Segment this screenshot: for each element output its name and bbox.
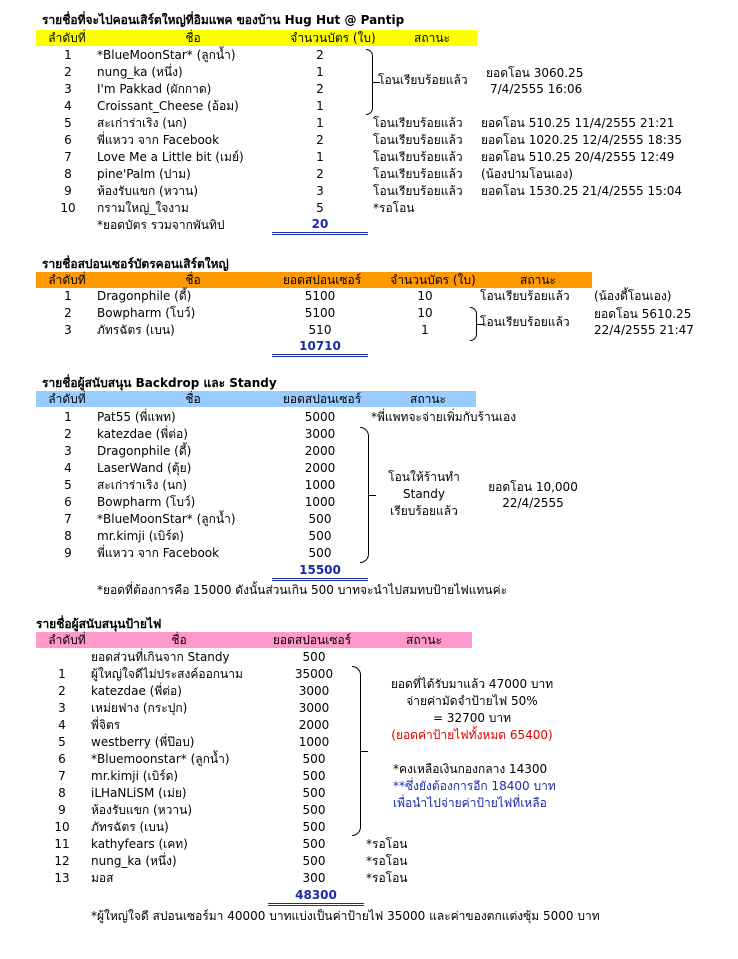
- section1-row-qty: 5: [316, 201, 324, 215]
- section2-header-status: สถานะ: [520, 273, 556, 287]
- section3-row-no: 3: [64, 444, 72, 458]
- section1-row-name: สะเก่าร่าเริง (นก): [97, 116, 188, 130]
- section1-row-name: กรามใหญ่_ใจงาม: [97, 201, 189, 215]
- section3-header-name: ชื่อ: [185, 392, 201, 406]
- section4-row-no: 3: [58, 701, 66, 715]
- section4-row-no: 1: [58, 667, 66, 681]
- section1-header-bar: [36, 30, 477, 46]
- section4-row-name: mr.kimji (เบิร์ด): [91, 769, 179, 783]
- section1-row-status: *รอโอน: [373, 201, 415, 215]
- section4-row-amount: 3000: [298, 684, 330, 698]
- section1-row-note: ยอดโอน 510.25 20/4/2555 12:49: [481, 150, 675, 164]
- section2-row-amount: 510: [308, 323, 332, 337]
- section3-header-no: ลำดับที่: [48, 392, 86, 406]
- section4-title: รายชื่อผู้สนับสนุนป้ายไฟ: [36, 617, 162, 631]
- section3-row-amount: 1000: [304, 495, 336, 509]
- section1-row-note: ยอดโอน 1530.25 21/4/2555 15:04: [481, 184, 683, 198]
- section1-row-qty: 2: [316, 82, 324, 96]
- section1-row-name: พี่แหวว จาก Facebook: [97, 133, 220, 147]
- section1-row-qty: 3: [316, 184, 324, 198]
- section4-row-name: ผู้ใหญ่ใจดีไม่ประสงค์ออกนาม: [91, 667, 243, 681]
- section3-footnote: *ยอดที่ต้องการคือ 15000 ดังนั้นส่วนเกิน 500 บาทจะนำไปสมทบป้ายไฟแทนค่ะ: [97, 583, 508, 597]
- section4-row-status: *รอโอน: [366, 854, 408, 868]
- section4-row-no: 10: [54, 820, 70, 834]
- section1-title: รายชื่อที่จะไปคอนเสิร์ตใหญ่ที่อิมแพค ของบ้าน Hug Hut @ Pantip: [42, 13, 405, 27]
- section3-group-status-3: เรียบร้อยแล้ว: [390, 504, 458, 518]
- section1-header-status: สถานะ: [414, 31, 450, 45]
- section4-row-no: 13: [54, 871, 70, 885]
- section1-header-qty: จำนวนบัตร (ใบ): [290, 31, 376, 45]
- section4-row-status: *รอโอน: [366, 837, 408, 851]
- section2-row-qty: 10: [417, 306, 433, 320]
- section4-row-name: westberry (พี่ป๊อบ): [91, 735, 195, 749]
- section4-row-no: 4: [58, 718, 66, 732]
- section3-row-no: 9: [64, 546, 72, 560]
- section1-row-no: 7: [64, 150, 72, 164]
- section3-row-name: Pat55 (พี่แพท): [97, 410, 176, 424]
- section3-row-name: mr.kimji (เบิร์ด): [97, 529, 185, 543]
- section4-header-amount: ยอดสปอนเซอร์: [272, 633, 352, 647]
- section4-summary-5: *คงเหลือเงินกองกลาง 14300: [393, 762, 548, 776]
- section1-total: 20: [272, 217, 368, 235]
- section3-row-name: สะเก่าร่าเริง (นก): [97, 478, 188, 492]
- section3-row-amount: 2000: [304, 444, 336, 458]
- section4-row-name: *Bluemoonstar* (ลูกน้ำ): [91, 752, 230, 766]
- section3-row-amount: 500: [308, 546, 332, 560]
- section3-row-no: 7: [64, 512, 72, 526]
- section3-row-amount: 3000: [304, 427, 336, 441]
- section3-row-name: *BlueMoonStar* (ลูกน้ำ): [97, 512, 236, 526]
- section2-row-amount: 5100: [304, 289, 336, 303]
- section4-row-amount: 500: [302, 786, 326, 800]
- section1-row-note: ยอดโอน 1020.25 12/4/2555 18:35: [481, 133, 683, 147]
- section3-row-name: พี่แหวว จาก Facebook: [97, 546, 220, 560]
- section1-row-note: (น้องปามโอนเอง): [481, 167, 573, 181]
- section4-row-amount: 3000: [298, 701, 330, 715]
- section3-group-brace: [360, 427, 369, 563]
- section3-row-no: 4: [64, 461, 72, 475]
- section3-row-name: Dragonphile (ดี้): [97, 444, 192, 458]
- section1-row-qty: 2: [316, 48, 324, 62]
- section2-row-no: 3: [64, 323, 72, 337]
- section2-row-amount: 5100: [304, 306, 336, 320]
- section1-row-no: 9: [64, 184, 72, 198]
- section3-row-no: 2: [64, 427, 72, 441]
- section3-header-bar: [36, 391, 476, 407]
- section2-header-name: ชื่อ: [185, 273, 201, 287]
- section4-row-name: มอส: [91, 871, 114, 885]
- section4-summary-1: ยอดที่ได้รับมาแล้ว 47000 บาท: [390, 677, 554, 691]
- section4-row-amount: 500: [302, 837, 326, 851]
- section1-row-no: 8: [64, 167, 72, 181]
- section4-row-no: 11: [54, 837, 70, 851]
- section1-row-no: 6: [64, 133, 72, 147]
- section3-group-status-2: Standy: [403, 487, 445, 501]
- section1-group-status: โอนเรียบร้อยแล้ว: [378, 73, 468, 87]
- section1-row-qty: 1: [316, 150, 324, 164]
- section2-row-qty: 1: [421, 323, 429, 337]
- section3-row-amount: 500: [308, 512, 332, 526]
- section4-row-name: เหม่ยฟาง (กระปุก): [91, 701, 188, 715]
- section2-row-name: ภัทรฉัตร (เบน): [97, 323, 175, 337]
- section3-group-status-1: โอนให้ร้านทำ: [388, 470, 460, 484]
- section3-header-status: สถานะ: [410, 392, 446, 406]
- section4-header-no: ลำดับที่: [48, 633, 86, 647]
- section3-row-no: 1: [64, 410, 72, 424]
- section4-header-bar: [36, 632, 472, 648]
- section1-row-status: โอนเรียบร้อยแล้ว: [373, 116, 463, 130]
- section2-row-name: Bowpharm (โบว์): [97, 306, 196, 320]
- section3-group-note-2: 22/4/2555: [502, 496, 564, 510]
- section1-row-no: 4: [64, 99, 72, 113]
- section1-row-note: ยอดโอน 510.25 11/4/2555 21:21: [481, 116, 675, 130]
- section3-row-no: 8: [64, 529, 72, 543]
- section4-row-no: 9: [58, 803, 66, 817]
- section1-row-name: *BlueMoonStar* (ลูกน้ำ): [97, 48, 236, 62]
- section1-group-note-1: ยอดโอน 3060.25: [486, 66, 584, 80]
- section4-row-amount: 2000: [298, 718, 330, 732]
- section4-footnote: *ผู้ใหญ่ใจดี สปอนเซอร์มา 40000 บาทแบ่งเป็นค่าป้ายไฟ 35000 และค่าของตกแต่งซุ้ม 5000 บาท: [91, 909, 600, 923]
- section4-row-no: 5: [58, 735, 66, 749]
- section1-row-qty: 1: [316, 65, 324, 79]
- section1-row-name: Croissant_Cheese (อ้อม): [97, 99, 239, 113]
- section1-row-qty: 2: [316, 167, 324, 181]
- section3-total: 15500: [272, 563, 368, 581]
- section1-row-no: 1: [64, 48, 72, 62]
- section2-header-qty: จำนวนบัตร (ใบ): [390, 273, 476, 287]
- section4-row-name: kathyfears (เคท): [91, 837, 188, 851]
- section1-row-status: โอนเรียบร้อยแล้ว: [373, 150, 463, 164]
- section1-header-no: ลำดับที่: [48, 31, 86, 45]
- section1-total-label: *ยอดบัตร รวมจากพันทิป: [97, 218, 225, 232]
- section3-row-name: LaserWand (ตุ้ย): [97, 461, 192, 475]
- section4-row-amount: 500: [302, 854, 326, 868]
- section1-header-name: ชื่อ: [185, 31, 201, 45]
- section4-row-no: 6: [58, 752, 66, 766]
- section1-row-qty: 1: [316, 116, 324, 130]
- section4-row-amount: 1000: [298, 735, 330, 749]
- section2-group-status: โอนเรียบร้อยแล้ว: [480, 315, 570, 329]
- section3-row-name: katezdae (พี่ต่อ): [97, 427, 188, 441]
- section2-group-brace: [470, 307, 477, 341]
- section1-row-status: โอนเรียบร้อยแล้ว: [373, 167, 463, 181]
- section1-row-no: 2: [64, 65, 72, 79]
- section2-title: รายชื่อสปอนเซอร์บัตรคอนเสิร์ตใหญ่: [42, 257, 229, 271]
- section4-total: 48300: [268, 888, 364, 906]
- section4-summary-3: = 32700 บาท: [432, 711, 512, 725]
- section2-row-status: โอนเรียบร้อยแล้ว: [480, 289, 570, 303]
- section4-row-amount: 300: [302, 871, 326, 885]
- section4-row-status: *รอโอน: [366, 871, 408, 885]
- section4-row-no: 12: [54, 854, 70, 868]
- section2-header-bar: [36, 272, 592, 288]
- section4-summary-2: จ่ายค่ามัดจำป้ายไฟ 50%: [406, 694, 538, 708]
- section1-row-no: 5: [64, 116, 72, 130]
- section3-row-amount: 5000: [304, 410, 336, 424]
- section1-row-status: โอนเรียบร้อยแล้ว: [373, 133, 463, 147]
- section4-row-name: ยอดส่วนที่เกินจาก Standy: [91, 650, 230, 664]
- section1-group-brace: [366, 49, 373, 115]
- section4-row-amount: 35000: [294, 667, 334, 681]
- section2-row-name: Dragonphile (ดี้): [97, 289, 192, 303]
- section3-row-amount: 2000: [304, 461, 336, 475]
- section1-row-name: I'm Pakkad (ผักกาด): [97, 82, 212, 96]
- section4-group-brace: [352, 666, 361, 836]
- section4-row-name: ห้องรับแขก (หวาน): [91, 803, 193, 817]
- section3-row1-status: *พี่แพทจะจ่ายเพิ่มกับร้านเอง: [371, 410, 517, 424]
- section2-group-note-2: 22/4/2555 21:47: [594, 323, 694, 337]
- section1-row-no: 10: [60, 201, 76, 215]
- section3-row-no: 5: [64, 478, 72, 492]
- section4-row-name: ภัทรฉัตร (เบน): [91, 820, 169, 834]
- section4-row-amount: 500: [302, 803, 326, 817]
- section1-row-qty: 1: [316, 99, 324, 113]
- section3-row-amount: 1000: [304, 478, 336, 492]
- section2-row-note: (น้องดี้โอนเอง): [594, 289, 672, 303]
- section4-summary-7: เพื่อนำไปจ่ายค่าป้ายไฟที่เหลือ: [393, 796, 547, 810]
- section3-row-amount: 500: [308, 529, 332, 543]
- section1-row-qty: 2: [316, 133, 324, 147]
- section4-header-status: สถานะ: [406, 633, 442, 647]
- section4-row-amount: 500: [302, 752, 326, 766]
- section3-row-name: Bowpharm (โบว์): [97, 495, 196, 509]
- section1-row-name: Love Me a Little bit (เมย์): [97, 150, 244, 164]
- section4-row-no: 2: [58, 684, 66, 698]
- section3-header-amount: ยอดสปอนเซอร์: [282, 392, 362, 406]
- section2-group-note-1: ยอดโอน 5610.25: [594, 307, 692, 321]
- section1-row-name: ห้องรับแขก (หวาน): [97, 184, 199, 198]
- section4-row-name: พี่จิตร: [91, 718, 121, 732]
- section4-row-amount: 500: [302, 820, 326, 834]
- section3-row-no: 6: [64, 495, 72, 509]
- section4-row-no: 7: [58, 769, 66, 783]
- section4-row-amount: 500: [302, 650, 326, 664]
- section4-row-amount: 500: [302, 769, 326, 783]
- section2-row-qty: 10: [417, 289, 433, 303]
- section4-row-name: nung_ka (หนึ่ง): [91, 854, 177, 868]
- section4-row-no: 8: [58, 786, 66, 800]
- section3-group-note-1: ยอดโอน 10,000: [488, 480, 578, 494]
- section4-row-name: katezdae (พี่ต่อ): [91, 684, 182, 698]
- section4-summary-6: **ซึ่งยังต้องการอีก 18400 บาท: [393, 779, 556, 793]
- section1-row-status: โอนเรียบร้อยแล้ว: [373, 184, 463, 198]
- section2-row-no: 2: [64, 306, 72, 320]
- section2-header-no: ลำดับที่: [48, 273, 86, 287]
- section2-header-amount: ยอดสปอนเซอร์: [282, 273, 362, 287]
- section1-group-note-2: 7/4/2555 16:06: [490, 82, 583, 96]
- section1-row-no: 3: [64, 82, 72, 96]
- section1-row-name: nung_ka (หนึ่ง): [97, 65, 183, 79]
- section2-total: 10710: [272, 339, 368, 357]
- section4-summary-4: (ยอดค่าป้ายไฟทั้งหมด 65400): [391, 728, 553, 742]
- section2-row-no: 1: [64, 289, 72, 303]
- section1-row-name: pine'Palm (ปาม): [97, 167, 191, 181]
- section4-row-name: iLHaNLiSM (เม่ย): [91, 786, 187, 800]
- section4-header-name: ชื่อ: [171, 633, 187, 647]
- section3-title: รายชื่อผู้สนับสนุน Backdrop และ Standy: [42, 376, 277, 390]
